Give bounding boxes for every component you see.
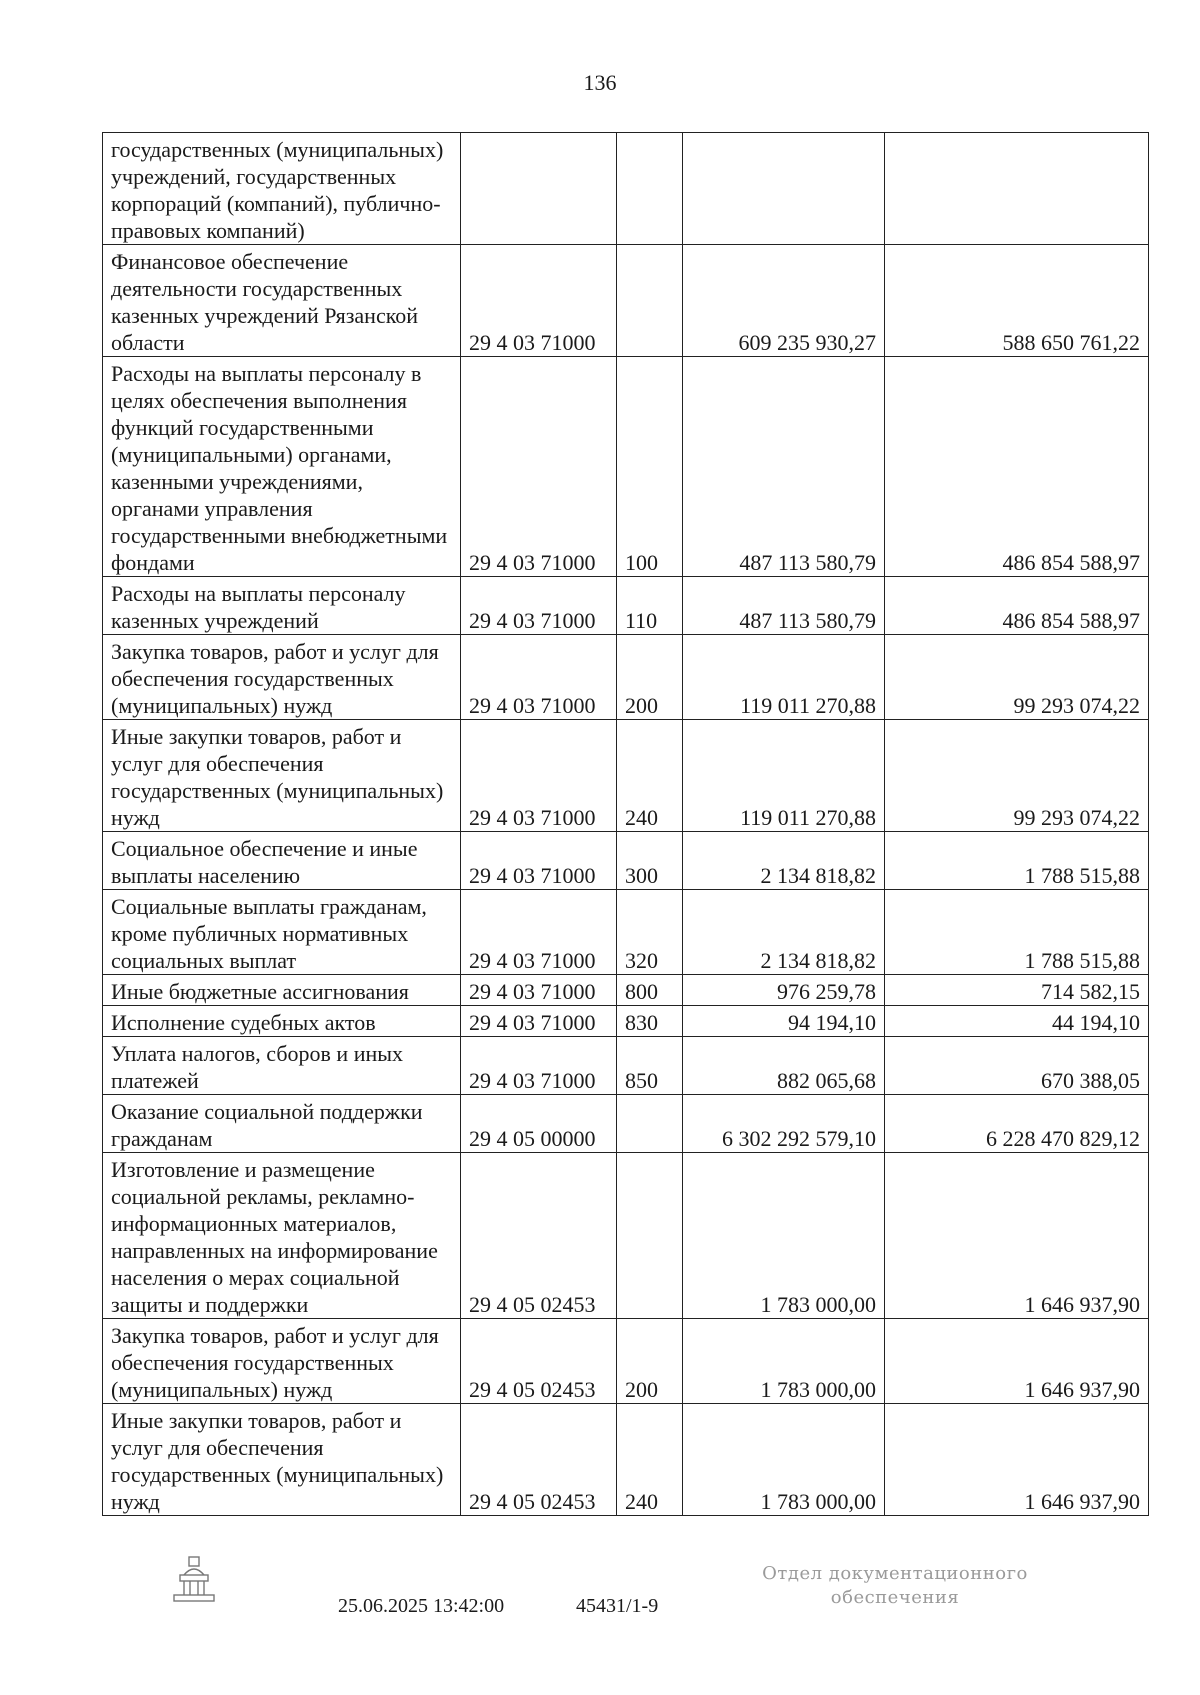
row-amount-executed: 670 388,05 [885,1037,1149,1095]
row-name: Изготовление и размещение социальной рекламы, рекламно-информационных материалов, направленных на информирование населения о мерах социальной защиты и поддержки [103,1153,461,1319]
row-amount-executed: 714 582,15 [885,975,1149,1006]
row-name: Расходы на выплаты персоналу в целях обеспечения выполнения функций государственными (муниципальными) органами, казенными учреждениями, органами управления государственными внебюджетными фондами [103,357,461,577]
row-code: 29 4 03 71000 [461,577,617,635]
row-amount-planned: 119 011 270,88 [683,635,885,720]
table-row [103,133,1149,245]
table-row [103,635,1149,720]
row-amount-planned: 119 011 270,88 [683,720,885,832]
row-code: 29 4 03 71000 [461,975,617,1006]
row-amount-planned: 2 134 818,82 [683,890,885,975]
table-row [103,832,1149,890]
row-name: Уплата налогов, сборов и иных платежей [103,1037,461,1095]
row-code: 29 4 03 71000 [461,720,617,832]
page-number: 136 [583,70,617,95]
row-name: Закупка товаров, работ и услуг для обеспечения государственных (муниципальных) нужд [103,1319,461,1404]
row-name: Иные закупки товаров, работ и услуг для обеспечения государственных (муниципальных) нужд [103,720,461,832]
row-expense-type: 830 [617,1006,683,1037]
table-row [103,1153,1149,1319]
row-amount-executed: 1 646 937,90 [885,1404,1149,1516]
row-code: 29 4 03 71000 [461,1006,617,1037]
footer-reg-number: 45431/1-9 [576,1595,659,1617]
row-expense-type [617,133,683,245]
row-expense-type: 110 [617,577,683,635]
row-name: Иные закупки товаров, работ и услуг для обеспечения государственных (муниципальных) нужд [103,1404,461,1516]
row-name: Социальное обеспечение и иные выплаты населению [103,832,461,890]
row-amount-planned: 487 113 580,79 [683,357,885,577]
stamp-line-1: Отдел документационного [762,1563,1028,1584]
table-row [103,890,1149,975]
row-name: Оказание социальной поддержки гражданам [103,1095,461,1153]
row-expense-type: 100 [617,357,683,577]
row-code: 29 4 05 00000 [461,1095,617,1153]
row-code: 29 4 05 02453 [461,1404,617,1516]
row-amount-planned [683,133,885,245]
row-amount-executed: 1 646 937,90 [885,1319,1149,1404]
row-name: Расходы на выплаты персоналу казенных учреждений [103,577,461,635]
row-name: Социальные выплаты гражданам, кроме публичных нормативных социальных выплат [103,890,461,975]
row-expense-type [617,1153,683,1319]
row-amount-planned: 882 065,68 [683,1037,885,1095]
row-amount-planned: 1 783 000,00 [683,1404,885,1516]
row-expense-type: 300 [617,832,683,890]
row-code: 29 4 05 02453 [461,1319,617,1404]
row-amount-planned: 6 302 292 579,10 [683,1095,885,1153]
row-code: 29 4 05 02453 [461,1153,617,1319]
row-expense-type: 200 [617,635,683,720]
row-amount-planned: 94 194,10 [683,1006,885,1037]
row-expense-type: 200 [617,1319,683,1404]
row-amount-planned: 976 259,78 [683,975,885,1006]
budget-table [102,132,1149,1516]
row-expense-type: 240 [617,720,683,832]
row-code: 29 4 03 71000 [461,1037,617,1095]
table-body [103,133,1149,1516]
row-code: 29 4 03 71000 [461,832,617,890]
row-amount-executed: 44 194,10 [885,1006,1149,1037]
row-name: Иные бюджетные ассигнования [103,975,461,1006]
row-expense-type: 800 [617,975,683,1006]
stamp-line-2: обеспечения [830,1587,960,1608]
row-code: 29 4 03 71000 [461,245,617,357]
row-amount-executed: 99 293 074,22 [885,635,1149,720]
row-amount-executed: 6 228 470 829,12 [885,1095,1149,1153]
row-amount-executed: 486 854 588,97 [885,357,1149,577]
row-code: 29 4 03 71000 [461,635,617,720]
row-amount-executed: 588 650 761,22 [885,245,1149,357]
table-row [103,1095,1149,1153]
table-row [103,1404,1149,1516]
table-row [103,720,1149,832]
row-name: Исполнение судебных актов [103,1006,461,1037]
table-row [103,1037,1149,1095]
row-name: государственных (муниципальных) учреждений, государственных корпораций (компаний), публично-правовых компаний) [103,133,461,245]
row-name: Закупка товаров, работ и услуг для обеспечения государственных (муниципальных) нужд [103,635,461,720]
row-amount-planned: 1 783 000,00 [683,1319,885,1404]
row-amount-executed [885,133,1149,245]
department-stamp [745,1562,1045,1610]
row-code: 29 4 03 71000 [461,357,617,577]
row-expense-type [617,1095,683,1153]
row-name: Финансовое обеспечение деятельности государственных казенных учреждений Рязанской области [103,245,461,357]
table-row [103,577,1149,635]
row-code: 29 4 03 71000 [461,890,617,975]
row-amount-executed: 486 854 588,97 [885,577,1149,635]
duma-emblem-icon [170,1555,218,1605]
table-row [103,357,1149,577]
row-amount-executed: 1 788 515,88 [885,890,1149,975]
row-amount-planned: 609 235 930,27 [683,245,885,357]
row-amount-executed: 1 788 515,88 [885,832,1149,890]
row-amount-planned: 1 783 000,00 [683,1153,885,1319]
row-expense-type: 320 [617,890,683,975]
row-amount-planned: 487 113 580,79 [683,577,885,635]
row-expense-type [617,245,683,357]
row-amount-executed: 99 293 074,22 [885,720,1149,832]
table-row [103,1319,1149,1404]
table-row [103,245,1149,357]
table-row [103,1006,1149,1037]
row-amount-executed: 1 646 937,90 [885,1153,1149,1319]
table-row [103,975,1149,1006]
footer-datetime: 25.06.2025 13:42:00 [338,1595,505,1617]
row-code [461,133,617,245]
row-amount-planned: 2 134 818,82 [683,832,885,890]
row-expense-type: 240 [617,1404,683,1516]
row-expense-type: 850 [617,1037,683,1095]
